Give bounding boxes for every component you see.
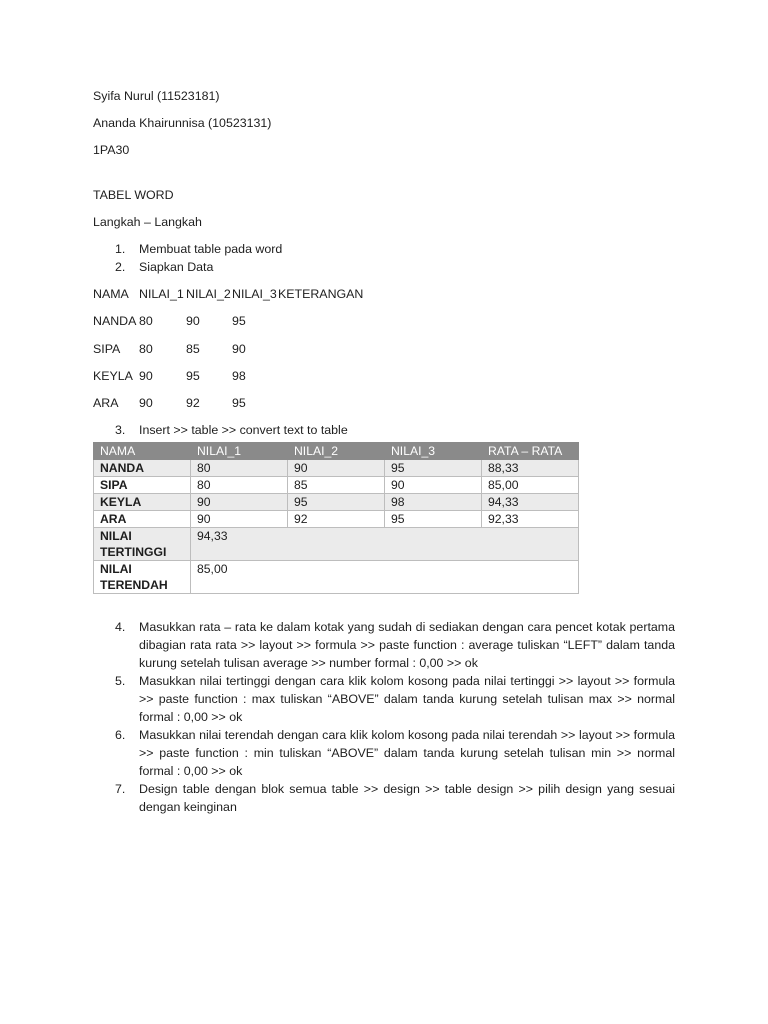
raw-cell: SIPA <box>93 341 121 356</box>
raw-header-keterangan: KETERANGAN <box>278 287 364 301</box>
table-cell: 88,33 <box>482 460 579 477</box>
table-cell: 98 <box>385 494 482 511</box>
document-title: TABEL WORD <box>93 188 174 202</box>
list-number: 2. <box>115 260 126 274</box>
list-number: 4. <box>115 620 126 635</box>
table-cell: 80 <box>191 460 288 477</box>
document-subtitle: Langkah – Langkah <box>93 215 202 229</box>
raw-cell: NANDA <box>93 314 137 329</box>
column-header-nilai-3: NILAI_3 <box>385 443 482 460</box>
lowest-label <box>94 561 191 594</box>
highest-label <box>94 528 191 561</box>
raw-header-nilai-3: NILAI_3 <box>232 287 277 301</box>
author-line-2: Ananda Khairunnisa (10523131) <box>93 116 272 130</box>
table-cell: KEYLA <box>94 494 191 511</box>
raw-header-nama: NAMA <box>93 287 129 301</box>
table-cell: 92 <box>288 511 385 528</box>
grades-table <box>93 442 579 594</box>
raw-data-row <box>93 340 675 358</box>
list-number: 5. <box>115 674 126 689</box>
author-line-1: Syifa Nurul (11523181) <box>93 89 220 103</box>
document-page <box>93 87 675 816</box>
table-cell: 90 <box>191 494 288 511</box>
list-item <box>93 258 675 276</box>
table-row-lowest <box>94 561 579 594</box>
class-line: 1PA30 <box>93 143 130 157</box>
steps-list-a <box>93 240 675 276</box>
table-cell: 95 <box>385 511 482 528</box>
table-cell: 90 <box>191 511 288 528</box>
steps-list-3 <box>93 421 675 439</box>
column-header-nilai-2: NILAI_2 <box>288 443 385 460</box>
raw-data-header <box>93 285 675 303</box>
table-cell: 85 <box>288 477 385 494</box>
table-row <box>94 511 579 528</box>
list-text: Masukkan rata – rata ke dalam kotak yang sudah di sediakan dengan cara pencet kotak pertama dibagian rata rata >> layout >> formula >> paste function : average tuliskan “LEFT” dalam tanda kurung setelah tulisan average >> number formal : 0,00 >> ok <box>139 620 675 671</box>
raw-cell: 90 <box>139 368 153 383</box>
list-text: Design table dengan blok semua table >> design >> table design >> pilih design yang sesuai dengan keinginan <box>139 782 675 815</box>
table-row <box>94 460 579 477</box>
raw-header-nilai-1: NILAI_1 <box>139 287 184 301</box>
raw-cell: 80 <box>139 341 153 356</box>
highest-value: 94,33 <box>191 528 579 561</box>
raw-data-row <box>93 367 675 385</box>
raw-cell: ARA <box>93 396 119 411</box>
table-cell: ARA <box>94 511 191 528</box>
table-cell: 95 <box>385 460 482 477</box>
table-cell: 90 <box>385 477 482 494</box>
raw-cell: 85 <box>186 341 200 356</box>
table-row-highest <box>94 528 579 561</box>
raw-cell: KEYLA <box>93 368 133 383</box>
table-cell: 95 <box>288 494 385 511</box>
list-item <box>93 421 675 439</box>
raw-cell: 98 <box>232 368 246 383</box>
list-number: 3. <box>115 423 126 438</box>
table-row <box>94 494 579 511</box>
table-cell: NANDA <box>94 460 191 477</box>
list-text: Masukkan nilai terendah dengan cara klik kolom kosong pada nilai terendah >> layout >> formula >> paste function : min tuliskan “ABOVE” dalam tanda kurung setelah tulisan min >> normal formal : 0,00 >> ok <box>139 728 675 779</box>
list-text: Siapkan Data <box>139 260 214 274</box>
lowest-value: 85,00 <box>191 561 579 594</box>
raw-cell: 80 <box>139 314 153 329</box>
raw-header-nilai-2: NILAI_2 <box>186 287 231 301</box>
list-number: 6. <box>115 728 126 743</box>
raw-cell: 95 <box>232 396 246 411</box>
table-row <box>94 477 579 494</box>
list-item <box>93 726 675 780</box>
list-item <box>93 780 675 816</box>
raw-data-block <box>93 285 675 412</box>
table-header-row <box>94 443 579 460</box>
raw-cell: 95 <box>232 314 246 329</box>
raw-data-row <box>93 394 675 412</box>
highest-label-line-2: TERTINGGI <box>100 545 167 560</box>
table-cell: 85,00 <box>482 477 579 494</box>
lowest-label-line-2: TERENDAH <box>100 578 168 593</box>
raw-cell: 95 <box>186 368 200 383</box>
list-number: 7. <box>115 782 126 797</box>
table-cell: 94,33 <box>482 494 579 511</box>
list-item <box>93 672 675 726</box>
table-cell: SIPA <box>94 477 191 494</box>
highest-label-line-1: NILAI <box>100 529 132 544</box>
list-text: Membuat table pada word <box>139 242 283 256</box>
steps-list-b <box>93 618 675 816</box>
column-header-nama: NAMA <box>94 443 191 460</box>
raw-cell: 90 <box>139 396 153 411</box>
table-cell: 80 <box>191 477 288 494</box>
raw-data-row <box>93 312 675 330</box>
column-header-rata-rata: RATA – RATA <box>482 443 579 460</box>
column-header-nilai-1: NILAI_1 <box>191 443 288 460</box>
raw-cell: 92 <box>186 396 200 411</box>
list-item <box>93 618 675 672</box>
list-text: Masukkan nilai tertinggi dengan cara klik kolom kosong pada nilai tertinggi >> layout >> formula >> paste function : max tuliskan “ABOVE” dalam tanda kurung setelah tulisan max >> normal formal : 0,00 >> ok <box>139 674 675 725</box>
list-item <box>93 240 675 258</box>
lowest-label-line-1: NILAI <box>100 562 132 577</box>
table-cell: 90 <box>288 460 385 477</box>
raw-cell: 90 <box>232 341 246 356</box>
table-cell: 92,33 <box>482 511 579 528</box>
list-text: Insert >> table >> convert text to table <box>139 423 348 438</box>
raw-cell: 90 <box>186 314 200 329</box>
list-number: 1. <box>115 242 126 256</box>
